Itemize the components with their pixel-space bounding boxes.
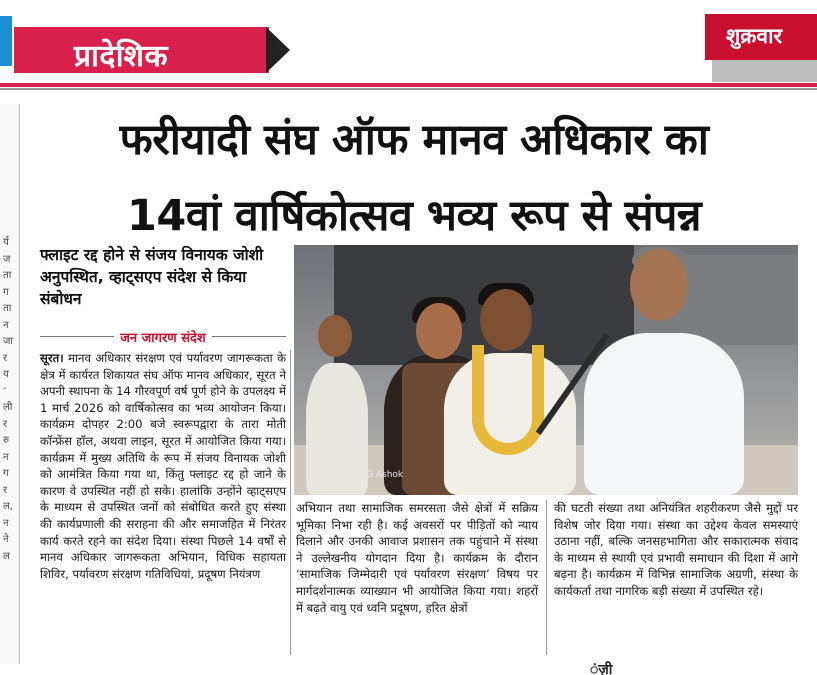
flower-garland <box>472 345 544 455</box>
article-column-1 <box>40 350 286 582</box>
previous-column-char: र <box>3 352 8 364</box>
section-label: प्रादेशिक <box>74 39 168 74</box>
previous-column-char: र <box>3 418 8 430</box>
previous-column-char: - <box>3 382 7 394</box>
footer-fragment <box>0 660 817 675</box>
column-divider-1 <box>290 350 291 655</box>
dateline: सूरत। <box>40 351 64 365</box>
previous-column-char: ता <box>3 270 12 281</box>
subheadline: फ्लाइट रद्द होने से संजय विनायक जोशी अनुपस्थित, व्हाट्सएप संदेश से किया संबोधन <box>40 246 264 308</box>
headline-line-1: फरीयादी संघ ऑफ मानव अधिकार का <box>119 115 709 165</box>
previous-column-char: न <box>3 451 9 463</box>
byline-text: जन जागरण संदेश <box>114 331 212 346</box>
previous-column-char: ग <box>3 468 9 479</box>
previous-column-char: ने <box>3 534 9 545</box>
footer-fragment-text: ंज़ी <box>590 662 613 675</box>
event-photo <box>294 245 798 495</box>
previous-column-char: ज <box>3 253 11 265</box>
previous-column-char: ल <box>3 550 10 562</box>
column-divider-2 <box>546 500 547 655</box>
day-box-shade <box>712 60 817 82</box>
previous-column-char: ग <box>3 286 9 298</box>
previous-column-char: ली <box>3 402 13 413</box>
previous-column-char: ल, <box>3 501 13 512</box>
previous-column-char: ता <box>3 303 12 314</box>
article-column-1-text: मानव अधिकार संरक्षण एवं पर्यावरण जागरूकता के क्षेत्र में कार्यरत शिकायत संघ ऑफ मानव अधिकार, सूरत ने अपनी स्थापना के 14 गौरवपूर्ण वर्ष पूर्ण होने के उपलक्ष्य में 1 मार्च 2026 को वार्षिकोत्सव का भव्य आयोजन किया। कार्यक्रम दोपहर 2:00 बजे स्वरूपद्वारा के तारा मोती कॉन्फ्रेंस हॉल, अथवा लाइन, सूरत में आयोजित किया गया। कार्यक्रम में मुख्य अतिथि के रूप में संजय विनायक जोशी को आमंत्रित किया गया था, किंतु फ्लाइट रद्द हो जाने के कारण वे उपस्थित नहीं हो सके। हालांकि उन्होंने व्हाट्सएप के माध्यम से उपस्थित जनों को संबोधित करते हुए संस्था की कार्यप्रणाली की सराहना की और समाजहित में निरंतर कार्य करते रहने का संदेश दिया। संस्था पिछले 14 वर्षों से मानव अधिकार जागरूकता अभियान, विधिक सहायता शिविर, पर्यावरण संरक्षण गतिविधियां, प्रदूषण नियंत्रण <box>40 351 286 581</box>
day-label: शुक्रवार <box>726 24 783 48</box>
header-rule-secondary <box>0 88 817 90</box>
person-1-head <box>318 315 352 357</box>
previous-column-char: जा <box>3 336 14 347</box>
person-3-head <box>480 289 532 351</box>
previous-column-char: रु <box>3 435 9 446</box>
previous-column-char: य <box>3 369 9 380</box>
person-4 <box>584 333 744 495</box>
article-column-2: अभियान तथा सामाजिक समरसता जैसे क्षेत्रों में सक्रिय भूमिका निभा रही है। कई अवसरों पर पीड़ितों को न्याय दिलाने और उनकी आवाज प्रशासन तक पहुंचाने में संस्था ने उल्लेखनीय योगदान दिया है। कार्यक्रम के दौरान ‘सामाजिक जिम्मेदारी एवं पर्यावरण संरक्षण’ विषय पर मार्गदर्शनात्मक व्याख्यान भी आयोजित किया गया। शहरों में बढ़ते वायु एवं ध्वनि प्रदूषण, हरित क्षेत्रों <box>296 501 538 615</box>
article-column-3: की घटती संख्या तथा अनियंत्रित शहरीकरण जैसे मुद्दों पर विशेष जोर दिया गया। संस्था का उद्देश्य केवल समस्याएं उठाना नहीं, बल्कि जनसहभागिता और सकारात्मक संवाद के माध्यम से स्थायी एवं प्रभावी समाधान की दिशा में आगे बढ़ना है। कार्यक्रम में विभिन्न सामाजिक अग्रणी, संस्था के कार्यकर्ता तथा नागरिक बड़ी संख्या में उपस्थित रहे। <box>554 501 798 598</box>
person-2-head <box>416 303 462 359</box>
left-color-tab <box>0 16 12 66</box>
headline-line-2: 14वां वार्षिकोत्सव भव्य रूप से संपन्न <box>127 191 701 241</box>
byline <box>40 328 286 346</box>
previous-column-char: न <box>3 319 9 331</box>
photo-credit: 13 SG Ashok <box>346 470 404 480</box>
header-rule <box>0 83 817 87</box>
previous-column-char: न <box>3 517 9 529</box>
previous-column-fragment <box>0 104 20 664</box>
previous-column-char: र <box>3 484 8 496</box>
person-4-head <box>630 249 688 321</box>
section-tag-notch <box>266 27 290 73</box>
previous-column-char: र्य <box>3 237 9 248</box>
